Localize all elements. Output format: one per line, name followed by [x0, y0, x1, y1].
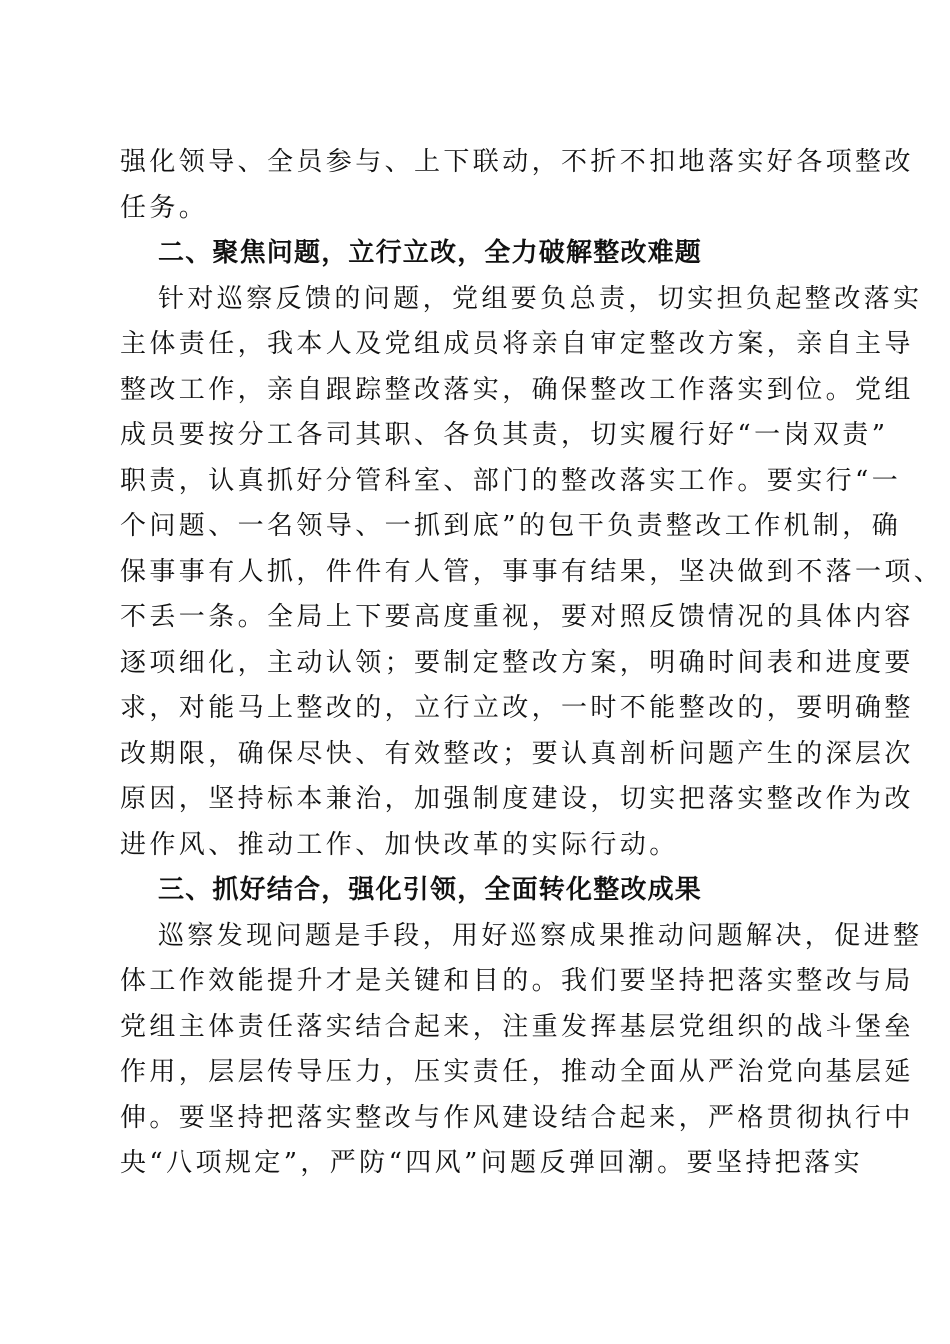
body-line: 央“八项规定”，严防“四风”问题反弹回潮。要坚持把落实: [120, 1148, 863, 1178]
section-heading-2: 二、聚焦问题，立行立改，全力破解整改难题: [158, 238, 703, 268]
paragraph-start-line: 巡察发现问题是手段，用好巡察成果推动问题解决，促进整: [158, 920, 923, 951]
body-line: 保事事有人抓，件件有人管，事事有结果，坚决做到不落一项、: [120, 556, 944, 587]
body-line: 原因，坚持标本兼治，加强制度建设，切实把落实整改作为改: [120, 784, 914, 814]
body-line: 成员要按分工各司其职、各负其责，切实履行好“一岗双责”: [120, 420, 889, 450]
body-line: 进作风、推动工作、加快改革的实际行动。: [120, 829, 679, 860]
body-line: 整改工作，亲自跟踪整改落实，确保整改工作落实到位。党组: [120, 374, 914, 405]
paragraph-start-line: 针对巡察反馈的问题，党组要负总责，切实担负起整改落实: [158, 283, 923, 314]
body-line: 不丢一条。全局上下要高度重视，要对照反馈情况的具体内容: [120, 602, 914, 632]
body-line: 党组主体责任落实结合起来，注重发挥基层党组织的战斗堡垒: [120, 1011, 914, 1042]
body-line: 逐项细化，主动认领；要制定整改方案，明确时间表和进度要: [120, 647, 914, 678]
body-line: 强化领导、全员参与、上下联动，不折不扣地落实好各项整改: [120, 147, 914, 177]
body-line: 体工作效能提升才是关键和目的。我们要坚持把落实整改与局: [120, 966, 914, 996]
section-heading-3: 三、抓好结合，强化引领，全面转化整改成果: [158, 875, 703, 905]
body-line: 任务。: [120, 192, 209, 223]
document-body: [120, 140, 944, 1187]
body-line: 作用，层层传导压力，压实责任，推动全面从严治党向基层延: [120, 1057, 914, 1087]
body-line: 改期限，确保尽快、有效整改；要认真剖析问题产生的深层次: [120, 738, 914, 769]
body-line: 个问题、一名领导、一抓到底”的包干负责整改工作机制，确: [120, 511, 902, 541]
body-line: 求，对能马上整改的，立行立改，一时不能整改的，要明确整: [120, 693, 914, 723]
body-line: 伸。要坚持把落实整改与作风建设结合起来，严格贯彻执行中: [120, 1102, 914, 1133]
body-line: 职责，认真抓好分管科室、部门的整改落实工作。要实行“一: [120, 465, 902, 496]
body-line: 主体责任，我本人及党组成员将亲自审定整改方案，亲自主导: [120, 329, 914, 359]
